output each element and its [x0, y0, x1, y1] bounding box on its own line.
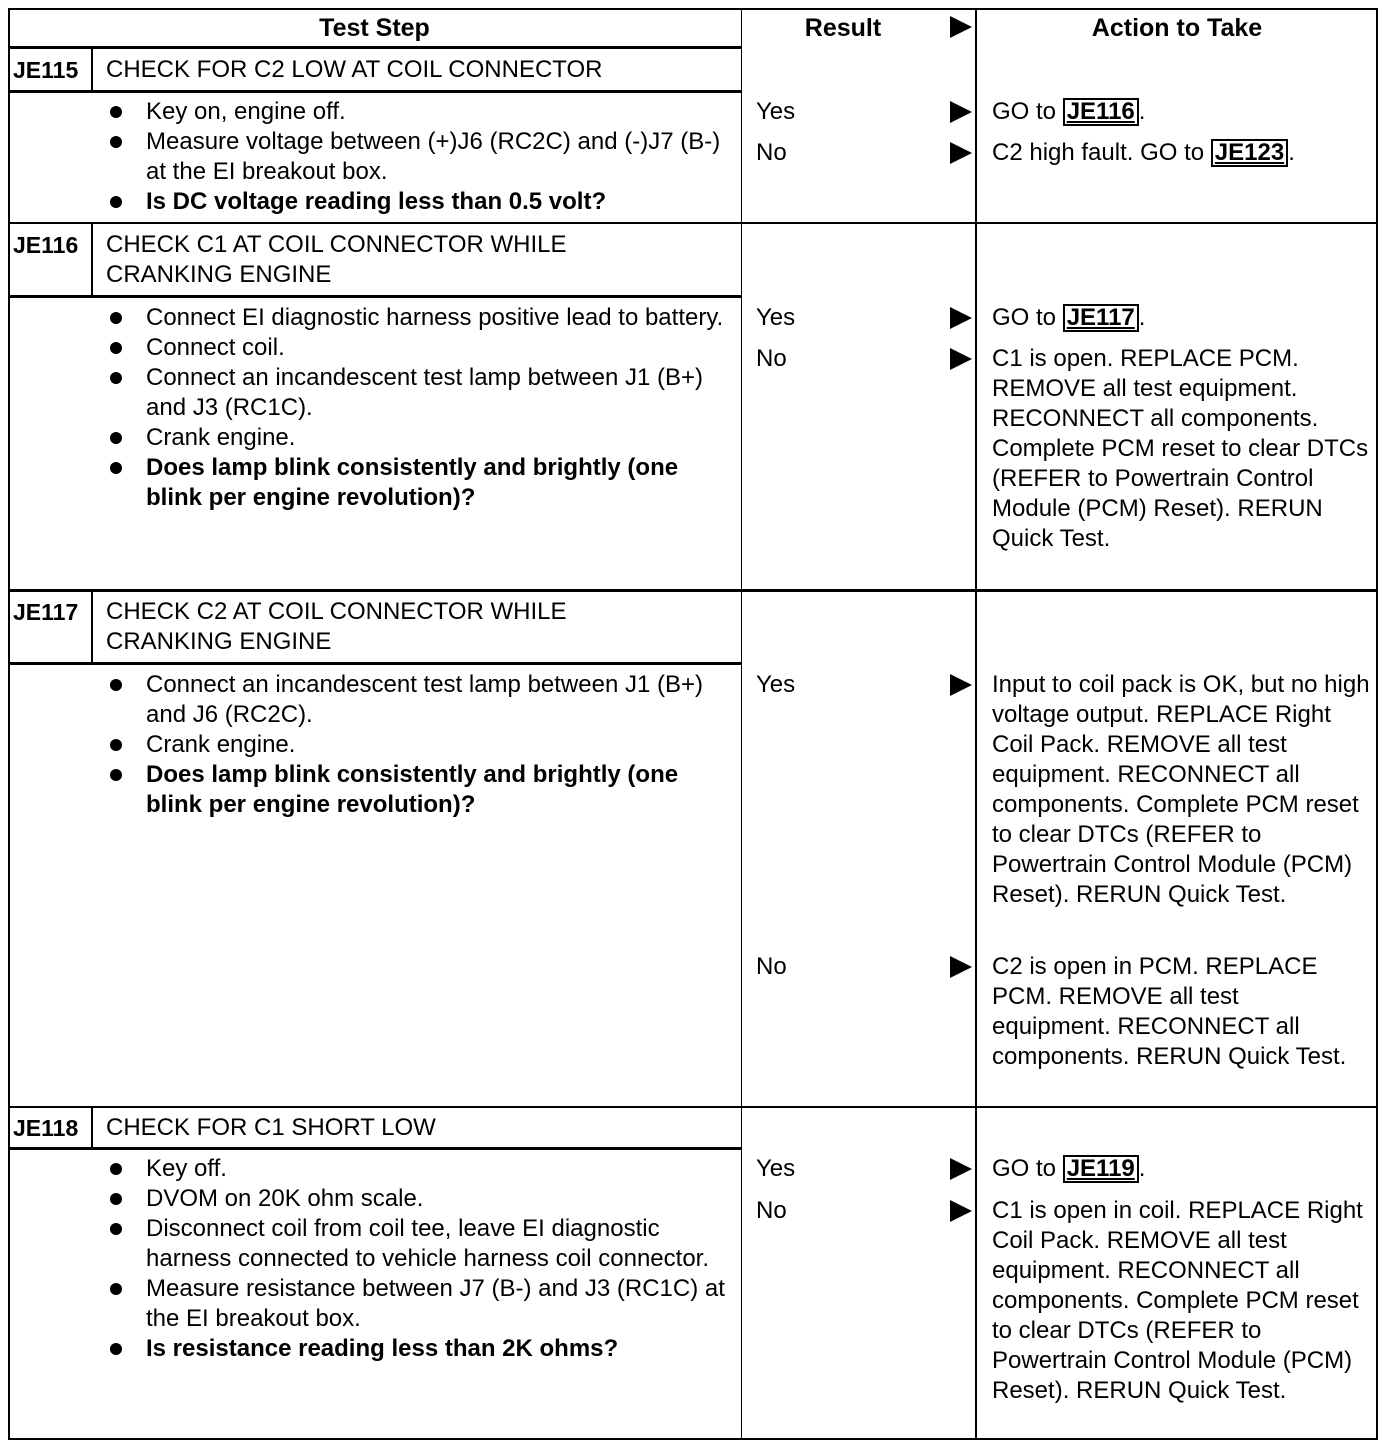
list-item: DVOM on 20K ohm scale.	[108, 1184, 733, 1214]
list-item: Does lamp blink consistently and brightly (one blink per engine revolution)?	[108, 453, 733, 513]
arrow-icon	[950, 142, 972, 164]
diagnostic-table	[8, 8, 1378, 1440]
table-bottom-border	[8, 1438, 1378, 1440]
result-yes: Yes	[756, 1155, 796, 1182]
title-divider	[8, 295, 741, 298]
action-text: C2 high fault. GO to	[992, 139, 1211, 166]
id-divider	[91, 48, 93, 90]
result-yes: Yes	[756, 304, 796, 331]
arrow-icon	[950, 348, 972, 370]
action-text-end: .	[1138, 304, 1146, 331]
step-title: CHECK C2 AT COIL CONNECTOR WHILE CRANKING ENGINE	[106, 598, 567, 655]
action-text-end: .	[1138, 1155, 1146, 1182]
list-item: Is resistance reading less than 2K ohms?	[108, 1334, 733, 1364]
header-action-to-take: Action to Take	[1091, 14, 1263, 42]
result-no: No	[756, 139, 787, 166]
list-item: Key on, engine off.	[108, 97, 733, 127]
step-title: CHECK FOR C1 SHORT LOW	[106, 1114, 436, 1141]
list-item: Disconnect coil from coil tee, leave EI diagnostic harness connected to vehicle harness coil connector.	[108, 1214, 733, 1274]
step-instructions	[108, 1154, 733, 1364]
list-item: Crank engine.	[108, 730, 733, 760]
step-reference-link[interactable]: JE119	[1063, 1155, 1139, 1183]
list-item: Connect an incandescent test lamp between J1 (B+) and J3 (RC1C).	[108, 363, 733, 423]
arrow-icon	[950, 956, 972, 978]
arrow-icon	[950, 101, 972, 123]
step-title: CHECK FOR C2 LOW AT COIL CONNECTOR	[106, 56, 603, 83]
list-item: Crank engine.	[108, 423, 733, 453]
arrow-icon	[950, 1158, 972, 1180]
action-no	[992, 138, 1376, 168]
row-divider	[8, 1106, 1378, 1108]
list-item: Measure voltage between (+)J6 (RC2C) and (-)J7 (B-) at the EI breakout box.	[108, 127, 733, 187]
title-divider	[8, 90, 741, 93]
action-text: GO to	[992, 304, 1063, 331]
action-text-end: .	[1138, 98, 1146, 125]
list-item: Key off.	[108, 1154, 733, 1184]
action-no: C2 is open in PCM. REPLACE PCM. REMOVE all test equipment. RECONNECT all components. RERUN Quick Test.	[992, 953, 1347, 1070]
step-id: JE118	[13, 1115, 79, 1141]
row-divider	[8, 589, 1378, 592]
header-divider	[8, 46, 741, 49]
id-divider	[91, 1108, 93, 1147]
step-reference-link[interactable]: JE123	[1211, 139, 1288, 167]
header-arrow-icon	[950, 16, 972, 38]
result-no: No	[756, 953, 787, 980]
step-reference-link[interactable]: JE117	[1063, 304, 1139, 332]
result-yes: Yes	[756, 98, 796, 125]
list-item: Is DC voltage reading less than 0.5 volt?	[108, 187, 733, 217]
arrow-icon	[950, 307, 972, 329]
id-divider	[91, 592, 93, 662]
action-text-end: .	[1288, 139, 1295, 166]
step-id: JE117	[13, 599, 79, 625]
arrow-icon	[950, 674, 972, 696]
action-text: GO to	[992, 1155, 1063, 1182]
result-no: No	[756, 345, 787, 372]
step-instructions	[108, 97, 733, 217]
step-instructions	[108, 670, 733, 820]
id-divider	[91, 224, 93, 295]
action-yes	[992, 303, 1376, 333]
row-divider	[8, 222, 1378, 224]
step-instructions	[108, 303, 733, 513]
action-no: C1 is open in coil. REPLACE Right Coil Pack. REMOVE all test equipment. RECONNECT all components. Complete PCM reset to clear DTCs (REFER to Powertrain Control Module (PCM) Reset). RERUN Quick Test.	[992, 1197, 1363, 1404]
result-no: No	[756, 1197, 787, 1224]
action-no: C1 is open. REPLACE PCM. REMOVE all test equipment. RECONNECT all components. Complete PCM reset to clear DTCs (REFER to Powertrain Control Module (PCM) Reset). RERUN Quick Test.	[992, 345, 1369, 552]
step-reference-link[interactable]: JE116	[1063, 98, 1139, 126]
step-id: JE115	[13, 57, 79, 83]
step-title: CHECK C1 AT COIL CONNECTOR WHILE CRANKING ENGINE	[106, 231, 567, 288]
action-yes	[992, 97, 1376, 127]
list-item: Does lamp blink consistently and brightly (one blink per engine revolution)?	[108, 760, 733, 820]
title-divider	[8, 1147, 741, 1150]
arrow-icon	[950, 1200, 972, 1222]
step-id: JE116	[13, 232, 79, 258]
list-item: Connect an incandescent test lamp between J1 (B+) and J6 (RC2C).	[108, 670, 733, 730]
action-yes: Input to coil pack is OK, but no high voltage output. REPLACE Right Coil Pack. REMOVE all test equipment. RECONNECT all components. Complete PCM reset to clear DTCs (REFER to Powertrain Control Module (PCM) Reset). RERUN Quick Test.	[992, 671, 1370, 908]
action-text: GO to	[992, 98, 1063, 125]
title-divider	[8, 662, 741, 665]
header-test-step: Test Step	[319, 14, 430, 42]
action-yes	[992, 1154, 1376, 1184]
list-item: Measure resistance between J7 (B-) and J3 (RC1C) at the EI breakout box.	[108, 1274, 733, 1334]
list-item: Connect EI diagnostic harness positive lead to battery.	[108, 303, 733, 333]
header-result: Result	[804, 14, 882, 42]
result-yes: Yes	[756, 671, 796, 698]
list-item: Connect coil.	[108, 333, 733, 363]
